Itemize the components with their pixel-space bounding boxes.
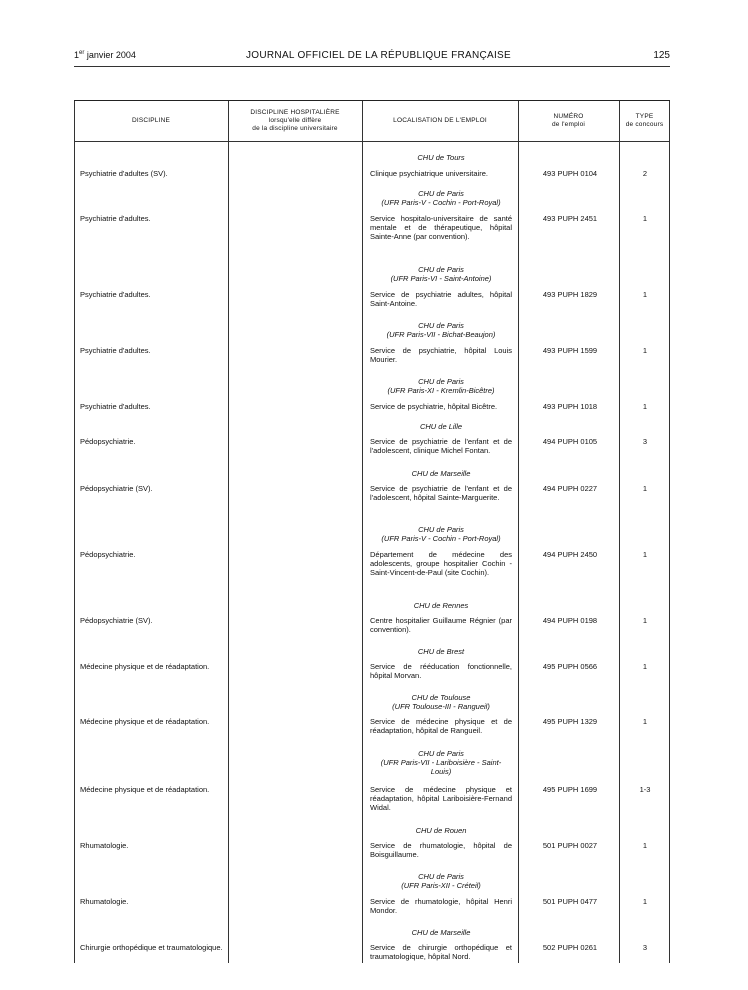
location-cell: Service de psychiatrie de l'enfant et de l'adolescent, clinique Michel Fontan. xyxy=(370,437,512,455)
column-divider xyxy=(362,101,363,963)
chu-heading: CHU de Toulouse xyxy=(411,693,471,702)
chu-heading: CHU de Rennes xyxy=(413,601,469,610)
discipline-cell: Rhumatologie. xyxy=(80,841,129,850)
competition-type-cell: 3 xyxy=(642,943,648,952)
discipline-cell: Psychiatrie d'adultes. xyxy=(80,346,151,355)
discipline-cell: Rhumatologie. xyxy=(80,897,129,906)
competition-type-cell: 1 xyxy=(642,897,648,906)
chu-heading: CHU de Paris xyxy=(418,749,464,758)
location-cell: Service de rhumatologie, hôpital Henri Mondor. xyxy=(370,897,512,915)
chu-faculty: (UFR Toulouse-III - Rangueil) xyxy=(392,702,490,711)
chu-heading: CHU de Brest xyxy=(417,647,465,656)
job-number-cell: 495 PUPH 1329 xyxy=(542,717,598,726)
discipline-cell: Pédopsychiatrie (SV). xyxy=(80,484,153,493)
competition-type-cell: 1 xyxy=(642,662,648,671)
chu-faculty: (UFR Paris-V - Cochin - Port-Royal) xyxy=(381,198,501,207)
job-number-cell: 494 PUPH 0227 xyxy=(542,484,598,493)
job-number-cell: 494 PUPH 2450 xyxy=(542,550,598,559)
column-divider xyxy=(518,101,519,963)
competition-type-cell: 1 xyxy=(642,616,648,625)
job-number-cell: 501 PUPH 0027 xyxy=(542,841,598,850)
chu-heading: CHU de Paris xyxy=(418,189,464,198)
chu-faculty: (UFR Paris-V - Cochin - Port-Royal) xyxy=(381,534,501,543)
competition-type-cell: 1 xyxy=(642,717,648,726)
table-border-left xyxy=(74,101,75,963)
discipline-cell: Médecine physique et de réadaptation. xyxy=(80,662,210,671)
chu-heading: CHU de Tours xyxy=(417,153,465,162)
job-number-cell: 501 PUPH 0477 xyxy=(542,897,598,906)
job-number-cell: 494 PUPH 0105 xyxy=(542,437,598,446)
location-cell: Service de psychiatrie de l'enfant et de l'adolescent, hôpital Sainte-Marguerite. xyxy=(370,484,512,502)
discipline-cell: Psychiatrie d'adultes. xyxy=(80,214,151,223)
location-cell: Service de rééducation fonctionnelle, hôpital Morvan. xyxy=(370,662,512,680)
page-header xyxy=(74,50,670,67)
competition-type-cell: 1-3 xyxy=(639,785,651,794)
location-cell: Service de rhumatologie, hôpital de Boisguillaume. xyxy=(370,841,512,859)
competition-type-cell: 1 xyxy=(642,402,648,411)
location-cell: Service de psychiatrie, hôpital Bicêtre. xyxy=(370,402,498,411)
chu-faculty: (UFR Paris-VII - Bichat-Beaujon) xyxy=(386,330,496,339)
chu-heading: CHU de Marseille xyxy=(411,928,471,937)
location-cell: Service hospitalo-universitaire de santé mentale et de thérapeutique, hôpital Sainte-Anne (par convention). xyxy=(370,214,512,241)
location-cell: Service de médecine physique et réadaptation, hôpital Lariboisière-Fernand Widal. xyxy=(370,785,512,812)
discipline-cell: Psychiatrie d'adultes. xyxy=(80,290,151,299)
table-header xyxy=(74,101,670,142)
discipline-cell: Psychiatrie d'adultes (SV). xyxy=(80,169,168,178)
chu-faculty: (UFR Paris-XII - Créteil) xyxy=(401,881,481,890)
column-header-location: LOCALISATION DE L'EMPLOI xyxy=(393,117,487,124)
chu-heading: CHU de Rouen xyxy=(415,826,467,835)
job-number-cell: 493 PUPH 1599 xyxy=(542,346,598,355)
job-number-cell: 493 PUPH 1829 xyxy=(542,290,598,299)
job-number-cell: 493 PUPH 1018 xyxy=(542,402,598,411)
job-number-cell: 502 PUPH 0261 xyxy=(542,943,598,952)
column-header-discipline: DISCIPLINE xyxy=(131,117,171,124)
column-header-type: TYPE de concours xyxy=(625,113,664,128)
journal-title: JOURNAL OFFICIEL DE LA RÉPUBLIQUE FRANÇAISE xyxy=(246,50,511,61)
chu-heading: CHU de Paris xyxy=(418,872,464,881)
discipline-cell: Médecine physique et de réadaptation. xyxy=(80,785,210,794)
chu-faculty: (UFR Paris-VII - Lariboisière - Saint-Louis) xyxy=(380,758,502,776)
job-number-cell: 493 PUPH 0104 xyxy=(542,169,598,178)
competition-type-cell: 1 xyxy=(642,550,648,559)
location-cell: Service de médecine physique et de réadaptation, hôpital de Rangueil. xyxy=(370,717,512,735)
job-number-cell: 495 PUPH 1699 xyxy=(542,785,598,794)
location-cell: Service de psychiatrie, hôpital Louis Mourier. xyxy=(370,346,512,364)
chu-heading: CHU de Marseille xyxy=(411,469,471,478)
publication-date: 1er janvier 2004 xyxy=(74,50,136,60)
competition-type-cell: 1 xyxy=(642,346,648,355)
chu-heading: CHU de Lille xyxy=(419,422,463,431)
chu-faculty: (UFR Paris-VI - Saint-Antoine) xyxy=(390,274,492,283)
table-border-right xyxy=(669,101,670,963)
chu-heading: CHU de Paris xyxy=(418,525,464,534)
column-header-number: NUMÉRO de l'emploi xyxy=(551,113,586,128)
column-divider xyxy=(619,101,620,963)
competition-type-cell: 1 xyxy=(642,484,648,493)
chu-faculty: (UFR Paris-XI - Kremlin-Bicêtre) xyxy=(387,386,495,395)
location-cell: Département de médecine des adolescents, groupe hospitalier Cochin - Saint-Vincent-de-Paul (site Cochin). xyxy=(370,550,512,577)
chu-heading: CHU de Paris xyxy=(418,377,464,386)
location-cell: Centre hospitalier Guillaume Régnier (par convention). xyxy=(370,616,512,634)
location-cell: Service de chirurgie orthopédique et traumatologique, hôpital Nord. xyxy=(370,943,512,961)
discipline-cell: Psychiatrie d'adultes. xyxy=(80,402,151,411)
discipline-cell: Médecine physique et de réadaptation. xyxy=(80,717,210,726)
job-number-cell: 494 PUPH 0198 xyxy=(542,616,598,625)
discipline-cell: Chirurgie orthopédique et traumatologique. xyxy=(80,943,223,952)
chu-heading: CHU de Paris xyxy=(418,321,464,330)
chu-heading: CHU de Paris xyxy=(418,265,464,274)
job-number-cell: 493 PUPH 2451 xyxy=(542,214,598,223)
job-number-cell: 495 PUPH 0566 xyxy=(542,662,598,671)
column-header-hospital-discipline: DISCIPLINE HOSPITALIÈRE lorsqu'elle diffère de la discipline universitaire xyxy=(250,109,340,132)
location-cell: Clinique psychiatrique universitaire. xyxy=(370,169,488,178)
competition-type-cell: 2 xyxy=(642,169,648,178)
competition-type-cell: 1 xyxy=(642,214,648,223)
competition-type-cell: 3 xyxy=(642,437,648,446)
competition-type-cell: 1 xyxy=(642,290,648,299)
location-cell: Service de psychiatrie adultes, hôpital Saint-Antoine. xyxy=(370,290,512,308)
job-listing-table xyxy=(74,100,670,963)
discipline-cell: Pédopsychiatrie. xyxy=(80,550,136,559)
column-divider xyxy=(228,101,229,963)
page-number: 125 xyxy=(653,50,670,61)
discipline-cell: Pédopsychiatrie. xyxy=(80,437,136,446)
discipline-cell: Pédopsychiatrie (SV). xyxy=(80,616,153,625)
competition-type-cell: 1 xyxy=(642,841,648,850)
